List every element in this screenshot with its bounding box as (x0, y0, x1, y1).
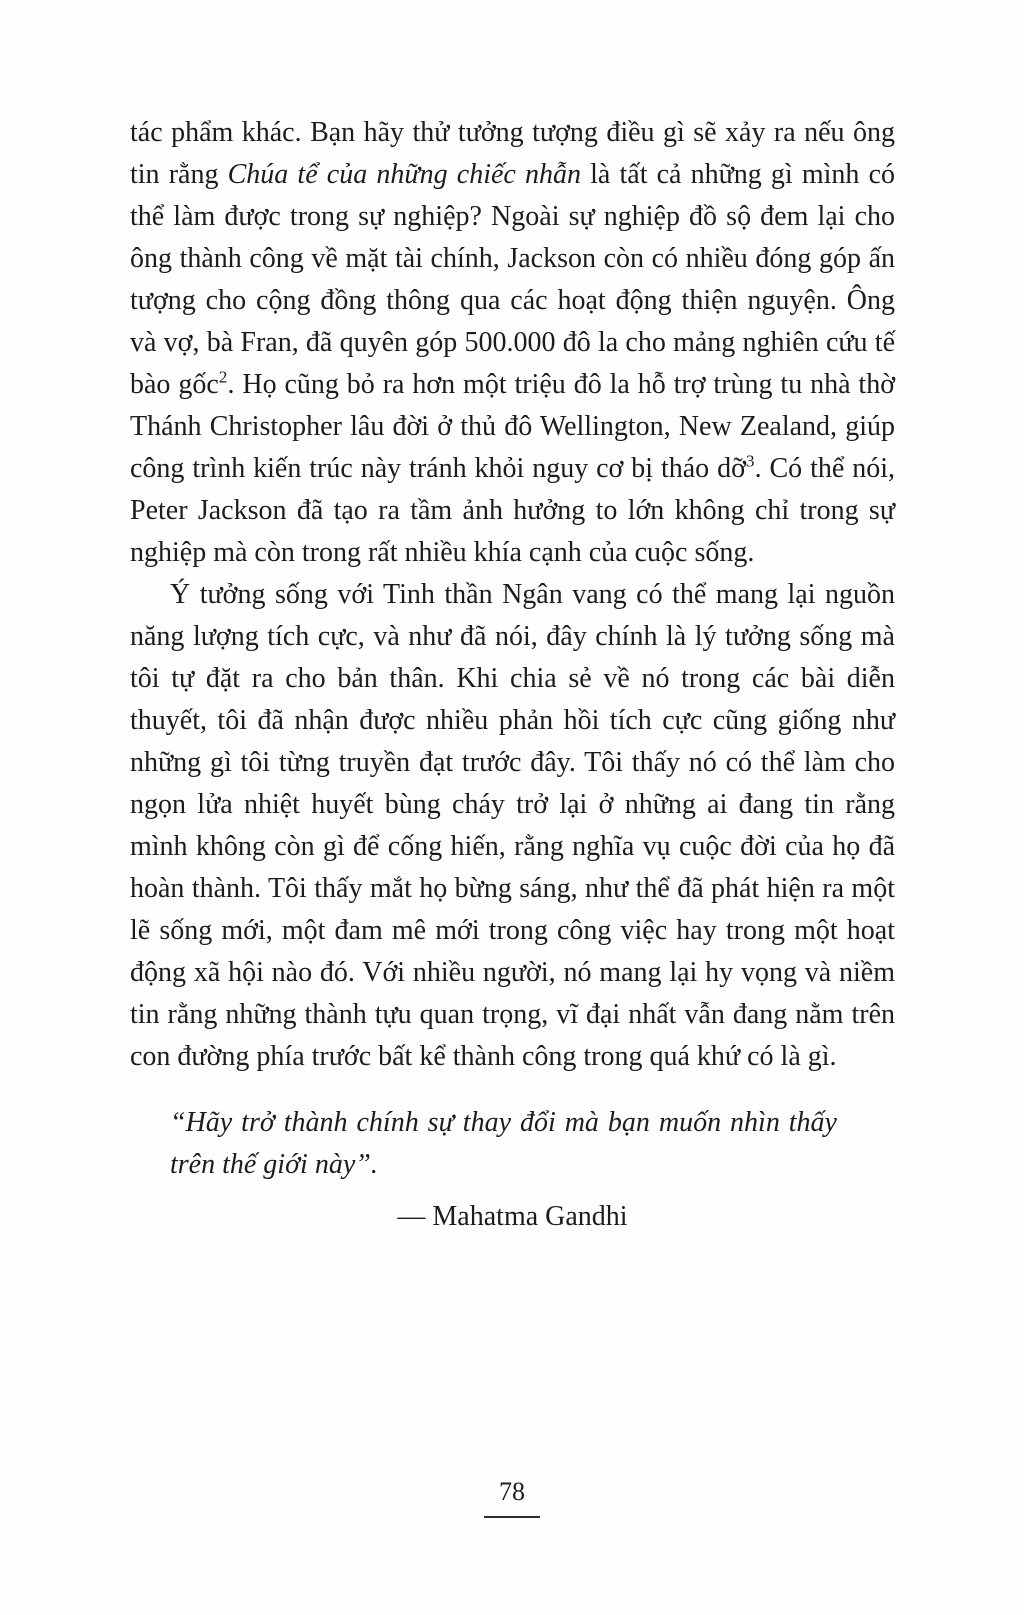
quote-text: “Hãy trở thành chính sự thay đổi mà bạn muốn nhìn thấy trên thế giới này”. (170, 1107, 837, 1180)
paragraph-1-text-d: . Có thể nói, Peter Jackson đã tạo ra tầm ảnh hưởng to lớn không chỉ trong sự nghiệp mà còn trong rất nhiều khía cạnh của cuộc sống. (130, 453, 895, 568)
book-title-italic: Chúa tể của những chiếc nhẫn (227, 159, 581, 190)
page-footer (0, 1478, 1024, 1518)
paragraph-1 (130, 112, 895, 574)
quote-attribution: — Mahatma Gandhi (397, 1201, 628, 1232)
footnote-ref-2: 2 (218, 367, 228, 387)
quote-block (170, 1102, 837, 1186)
paragraph-1-text-b: là tất cả những gì mình có thể làm được trong sự nghiệp? Ngoài sự nghiệp đồ sộ đem lại cho ông thành công về mặt tài chính, Jackson còn có nhiều đóng góp ấn tượng cho cộng đồng thông qua các hoạt động thiện nguyện. Ông và vợ, bà Fran, đã quyên góp 500.000 đô la cho mảng nghiên cứu tế bào gốc (130, 159, 895, 400)
footnote-ref-3: 3 (745, 451, 755, 471)
page-number: 78 (484, 1478, 540, 1518)
text-block (130, 112, 895, 1238)
paragraph-1-text-c: . Họ cũng bỏ ra hơn một triệu đô la hỗ trợ trùng tu nhà thờ Thánh Christopher lâu đời ở thủ đô Wellington, New Zealand, giúp công trình kiến trúc này tránh khỏi nguy cơ bị tháo dỡ (130, 369, 896, 484)
paragraph-2: Ý tưởng sống với Tinh thần Ngân vang có thể mang lại nguồn năng lượng tích cực, và như đã nói, đây chính là lý tưởng sống mà tôi tự đặt ra cho bản thân. Khi chia sẻ về nó trong các bài diễn thuyết, tôi đã nhận được nhiều phản hồi tích cực cũng giống như những gì tôi từng truyền đạt trước đây. Tôi thấy nó có thể làm cho ngọn lửa nhiệt huyết bùng cháy trở lại ở những ai đang tin rằng mình không còn gì để cống hiến, rằng nghĩa vụ cuộc đời của họ đã hoàn thành. Tôi thấy mắt họ bừng sáng, như thể đã phát hiện ra một lẽ sống mới, một đam mê mới trong công việc hay trong một hoạt động xã hội nào đó. Với nhiều người, nó mang lại hy vọng và niềm tin rằng những thành tựu quan trọng, vĩ đại nhất vẫn đang nằm trên con đường phía trước bất kể thành công trong quá khứ có là gì. (130, 579, 895, 1072)
paragraph-1-text-a: tác phẩm khác. Bạn hãy thử tưởng tượng điều gì sẽ xảy ra nếu ông tin rằng (130, 117, 895, 190)
